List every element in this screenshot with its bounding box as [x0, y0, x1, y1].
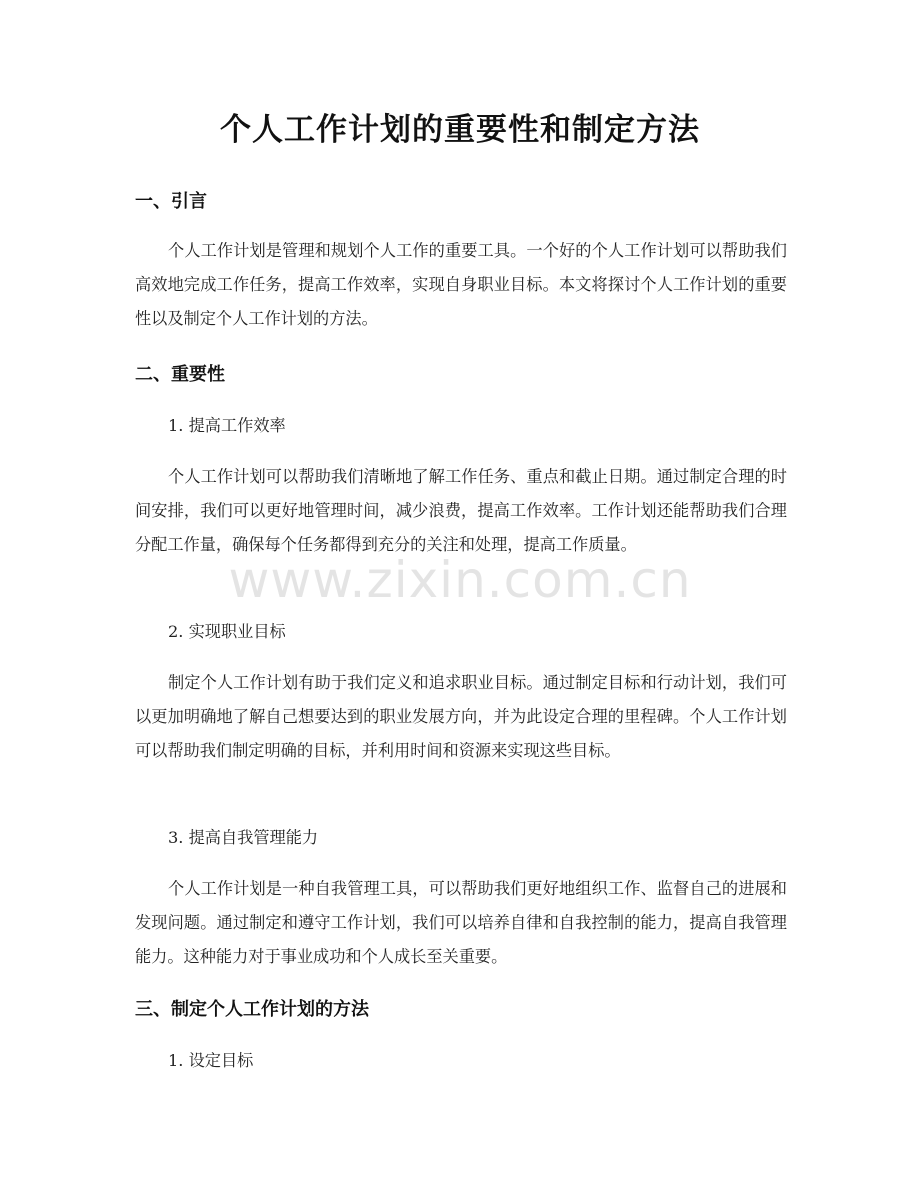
importance-item-3-label: 3. 提高自我管理能力	[168, 828, 319, 847]
importance-item-3-paragraph: 个人工作计划是一种自我管理工具，可以帮助我们更好地组织工作、监督自己的进展和发现问题。通过制定和遵守工作计划，我们可以培养自律和自我控制的能力，提高自我管理能力。这种能力对于事业成功和个人成长至关重要。	[135, 879, 787, 966]
section-heading-intro: 一、引言	[135, 191, 207, 212]
section-heading-methods: 三、制定个人工作计划的方法	[135, 999, 369, 1020]
section-heading-importance: 二、重要性	[135, 364, 225, 385]
importance-item-1-paragraph: 个人工作计划可以帮助我们清晰地了解工作任务、重点和截止日期。通过制定合理的时间安排，我们可以更好地管理时间，减少浪费，提高工作效率。工作计划还能帮助我们合理分配工作量，确保每个任务都得到充分的关注和处理，提高工作质量。	[135, 467, 787, 554]
page-title: 个人工作计划的重要性和制定方法	[220, 112, 700, 148]
watermark-text: www.zixin.com.cn	[228, 551, 692, 609]
methods-item-1-label: 1. 设定目标	[168, 1051, 254, 1070]
importance-item-2-label: 2. 实现职业目标	[168, 622, 286, 641]
importance-item-1-label: 1. 提高工作效率	[168, 416, 286, 435]
importance-item-2-paragraph: 制定个人工作计划有助于我们定义和追求职业目标。通过制定目标和行动计划，我们可以更加明确地了解自己想要达到的职业发展方向，并为此设定合理的里程碑。个人工作计划可以帮助我们制定明确的目标，并利用时间和资源来实现这些目标。	[135, 673, 787, 760]
intro-paragraph: 个人工作计划是管理和规划个人工作的重要工具。一个好的个人工作计划可以帮助我们高效地完成工作任务，提高工作效率，实现自身职业目标。本文将探讨个人工作计划的重要性以及制定个人工作计划的方法。	[135, 241, 787, 328]
